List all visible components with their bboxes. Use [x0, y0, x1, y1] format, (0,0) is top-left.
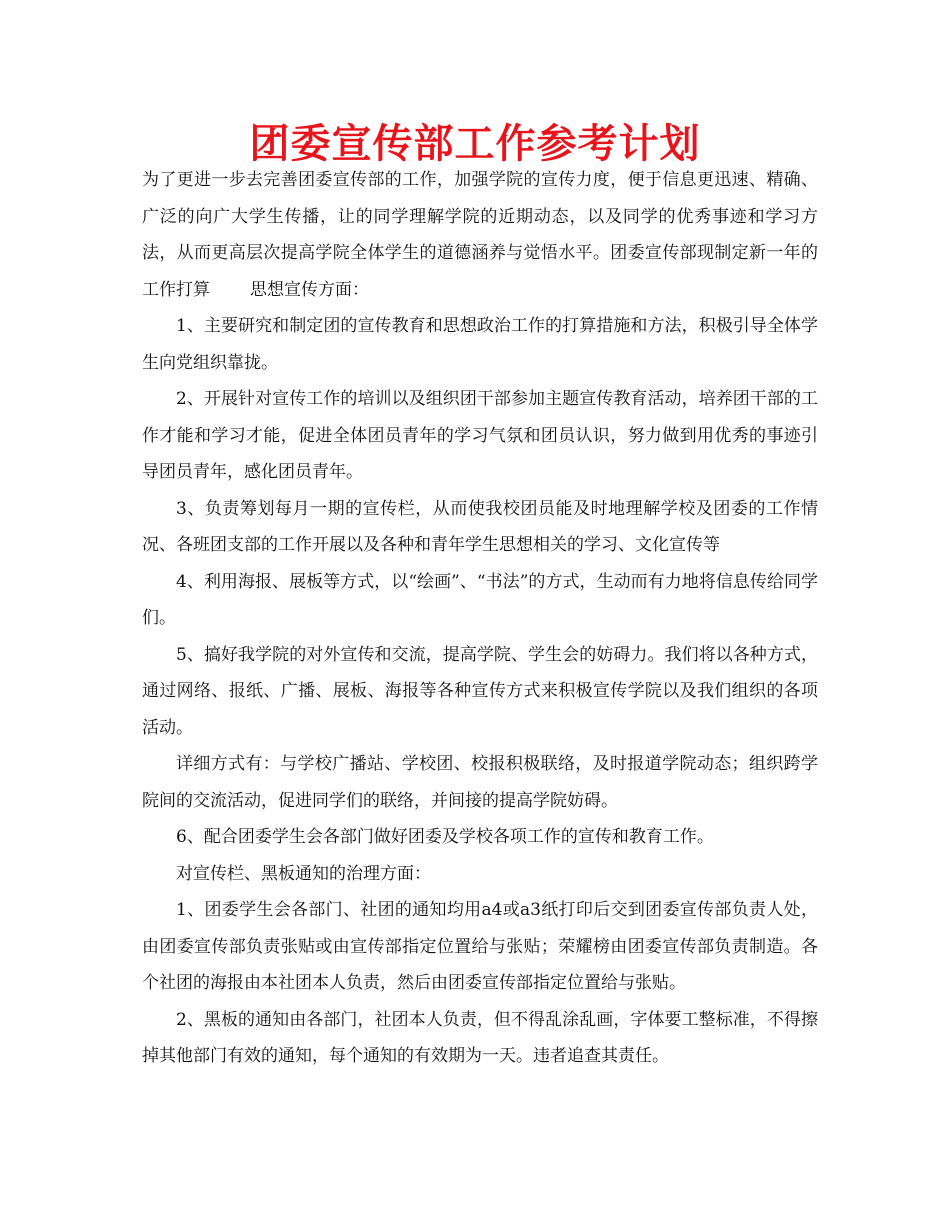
list-item: 2、开展针对宣传工作的培训以及组织团干部参加主题宣传教育活动，培养团干部的工作才能和学习才能，促进全体团员青年的学习气氛和团员认识，努力做到用优秀的事迹引导团员青年，感化团员青年。	[142, 389, 818, 482]
list-item: 2、黑板的通知由各部门，社团本人负责，但不得乱涂乱画，字体要工整标准，不得擦掉其他部门有效的通知，每个通知的有效期为一天。违者追查其责任。	[142, 1009, 818, 1066]
list-item: 6、配合团委学生会各部门做好团委及学校各项工作的宣传和教育工作。	[176, 827, 714, 847]
list-item: 3、负责筹划每月一期的宣传栏，从而使我校团员能及时地理解学校及团委的工作情况、各班团支部的工作开展以及各种和青年学生思想相关的学习、文化宣传等	[142, 498, 818, 555]
list-item: 详细方式有：与学校广播站、学校团、校报积极联络，及时报道学院动态；组织跨学院间的交流活动，促进同学们的联络，并间接的提高学院妨碍。	[142, 754, 818, 811]
list-item: 1、团委学生会各部门、社团的通知均用a4或a3纸打印后交到团委宣传部负责人处，由团委宣传部负责张贴或由宣传部指定位置给与张贴；荣耀榜由团委宣传部负责制造。各个社团的海报由本社团本人负责，然后由团委宣传部指定位置给与张贴。	[142, 900, 818, 993]
list-item: 1、主要研究和制定团的宣传教育和思想政治工作的打算措施和方法，积极引导全体学生向党组织靠拢。	[142, 316, 818, 373]
document-body	[142, 162, 818, 1075]
section-heading-management: 对宣传栏、黑板通知的治理方面：	[176, 863, 431, 884]
document-title: 团委宣传部工作参考计划	[249, 121, 701, 167]
intro-text: 为了更进一步去完善团委宣传部的工作，加强学院的宣传力度，便于信息更迅速、精确、广泛的向广大学生传播，让的同学理解学院的近期动态，以及同学的优秀事迹和学习方法，从而更高层次提高学院全体学生的道德涵养与觉悟水平。团委宣传部现制定新一年的工作打算	[142, 170, 818, 300]
list-item: 4、利用海报、展板等方式，以“绘画”、“书法”的方式，生动而有力地将信息传给同学们。	[142, 571, 818, 628]
section-heading-thought: 思想宣传方面：	[250, 279, 369, 300]
list-item: 5、搞好我学院的对外宣传和交流，提高学院、学生会的妨碍力。我们将以各种方式，通过网络、报纸、广播、展板、海报等各种宣传方式来积极宣传学院以及我们组织的各项活动。	[142, 644, 818, 738]
intro-paragraph	[142, 162, 818, 308]
